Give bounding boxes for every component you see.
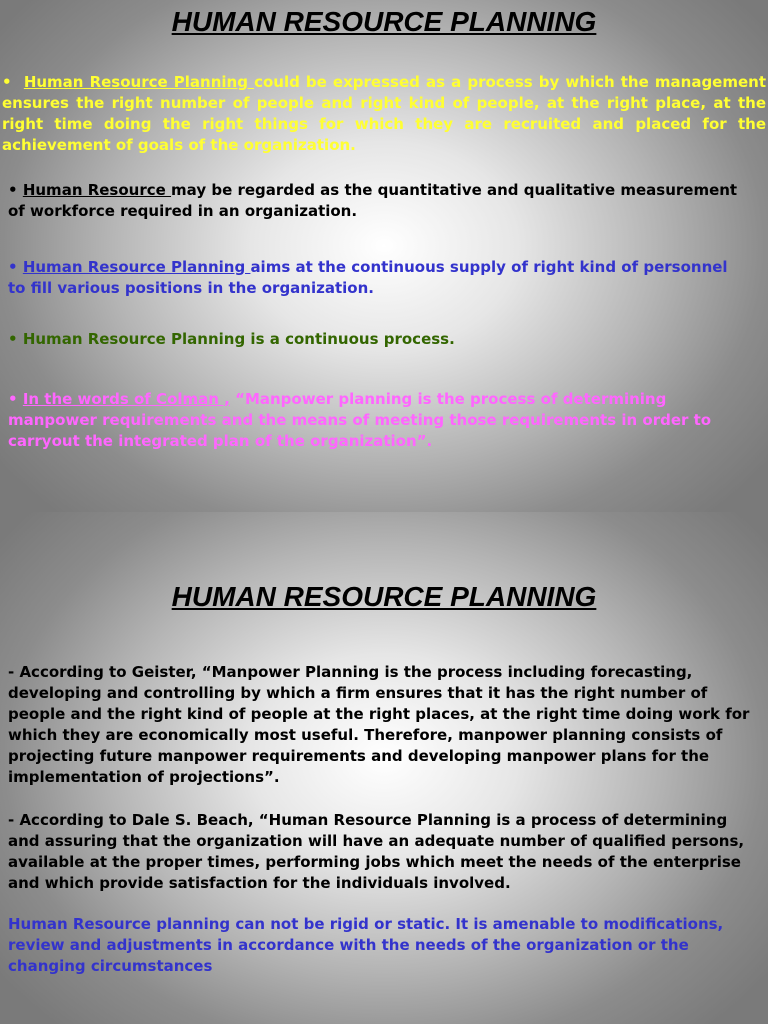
paragraph-text: “Manpower planning is the process of determining manpower requirements and the means of meeting those requirements in order to carryout the integrated plan of the organization”. xyxy=(8,390,712,450)
term-human-resource: Human Resource xyxy=(22,181,172,199)
slide-title: HUMAN RESOURCE PLANNING xyxy=(171,581,597,612)
term-human-resource-planning: Human Resource Planning xyxy=(22,258,251,276)
slide-2 xyxy=(0,512,768,1024)
bullet: • xyxy=(8,330,18,348)
bullet: • xyxy=(8,258,18,276)
bullet: • xyxy=(8,181,18,199)
colman-quote-paragraph xyxy=(8,389,743,452)
bullet: • xyxy=(2,73,12,91)
definition-paragraph-4 xyxy=(8,329,748,350)
term-colman: In the words of Colman , xyxy=(22,390,230,408)
beach-quote-paragraph: - According to Dale S. Beach, “Human Resource Planning is a process of determining and assuring that the organization will have an adequate number of qualified persons, available at the proper times, performing jobs which meet the needs of the enterprise and which provide satisfaction for the individuals involved. xyxy=(8,811,745,892)
flexibility-paragraph: Human Resource planning can not be rigid or static. It is amenable to modifications, review and adjustments in accordance with the needs of the organization or the changing circumstances xyxy=(8,915,724,975)
slide-title: HUMAN RESOURCE PLANNING xyxy=(171,6,597,37)
definition-paragraph-2 xyxy=(8,180,753,222)
definition-paragraph-1 xyxy=(2,72,766,156)
term-human-resource-planning: Human Resource Planning xyxy=(23,73,255,91)
paragraph-text: could be expressed as a process by which the management ensures the right number of people and right kind of people, at the right place, at the right time doing the right things for which they are recruited and placed for the achievement of goals of the organization. xyxy=(2,73,767,154)
definition-paragraph-3 xyxy=(8,257,748,299)
paragraph-text: Human Resource Planning is a continuous process. xyxy=(22,330,455,348)
paragraph-text: may be regarded as the quantitative and qualitative measurement of workforce required in an organization. xyxy=(8,181,738,220)
paragraph-text: aims at the continuous supply of right kind of personnel to fill various positions in the organization. xyxy=(8,258,728,297)
geister-quote-paragraph: - According to Geister, “Manpower Planning is the process including forecasting, developing and controlling by which a firm ensures that it has the right number of people and the right kind of people at the right places, at the right time doing work for which they are economically most useful. Therefore, manpower planning consists of projecting future manpower requirements and developing manpower plans for the implementation of projections”. xyxy=(8,663,750,786)
bullet: • xyxy=(8,390,18,408)
